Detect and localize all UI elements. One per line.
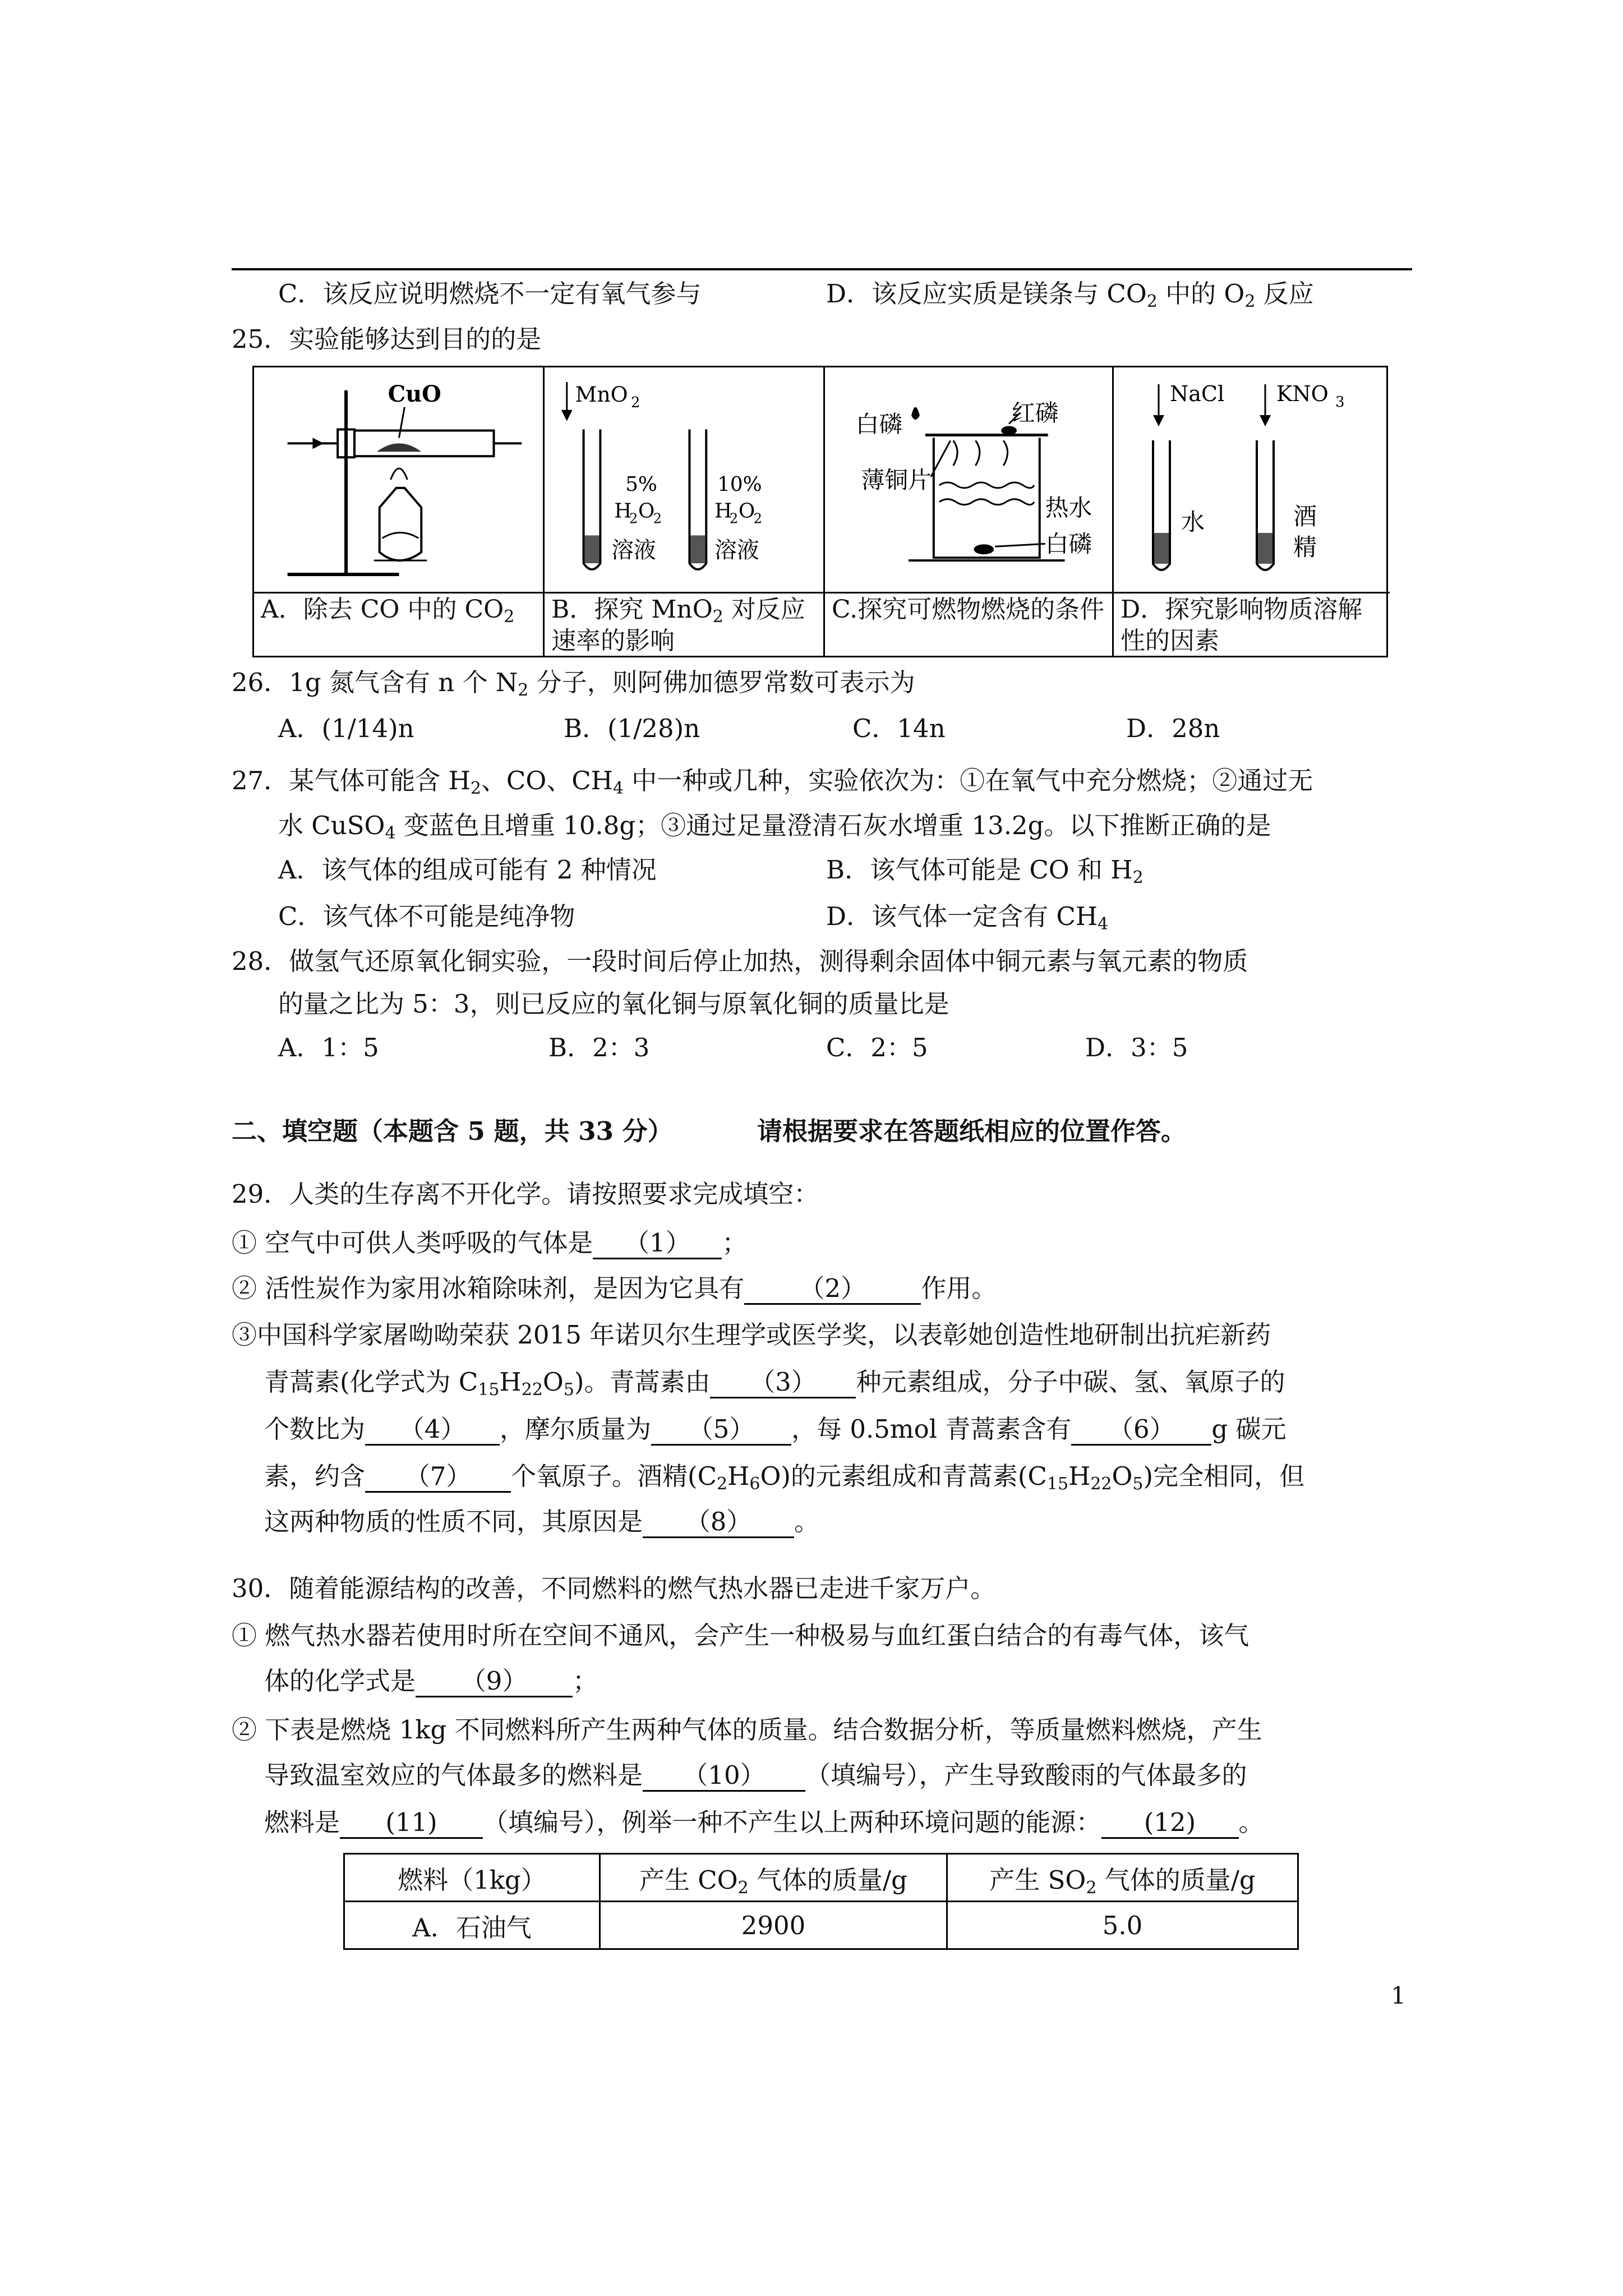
experiment-c-caption: C.探究可燃物燃烧的条件 (832, 595, 1105, 624)
svg-text:H: H (614, 499, 632, 523)
q27-stem-line2: 水 CuSO$_4$ 变蓝色且增重 10.8g；③通过足量澄清石灰水增重 13.2g。以下推断正确的是 (278, 811, 1271, 843)
q30-item1-line1: ① 燃气热水器若使用时所在空间不通风，会产生一种极易与血红蛋白结合的有毒气体，该气 (232, 1621, 1249, 1650)
svg-text:白磷: 白磷 (855, 410, 903, 438)
svg-text:2: 2 (753, 510, 762, 527)
q29-item3-line5: 这两种物质的性质不同，其原因是 （8） 。 (264, 1505, 819, 1539)
experiment-figure-table (252, 366, 1388, 657)
q28-option-b: B．2：3 (548, 1033, 650, 1062)
table-cell-so2: 5.0 (947, 1902, 1298, 1949)
q26-option-c: C．14n (852, 714, 946, 743)
experiment-a (254, 367, 545, 656)
q28-option-d: D．3：5 (1085, 1033, 1188, 1062)
answer-blank-5[interactable]: （5） (651, 1415, 791, 1446)
svg-text:H: H (714, 499, 732, 523)
svg-text:水: 水 (1181, 508, 1205, 536)
fuel-emission-table (343, 1853, 1299, 1950)
svg-text:白磷: 白磷 (1045, 530, 1092, 558)
svg-text:MnO: MnO (575, 381, 628, 407)
svg-text:精: 精 (1293, 533, 1317, 561)
q29-item2: ② 活性炭作为家用冰箱除味剂，是因为它具有 （2） 作用。 (232, 1272, 997, 1305)
q26-option-d: D．28n (1126, 714, 1220, 743)
answer-blank-3[interactable]: （3） (710, 1368, 856, 1398)
svg-text:CuO: CuO (388, 381, 441, 407)
svg-text:O: O (738, 499, 755, 523)
q26-option-a: A．(1/14)n (278, 714, 414, 743)
q28-option-a: A．1：5 (278, 1033, 379, 1062)
q30-stem: 30．随着能源结构的改善，不同燃料的燃气热水器已走进千家万户。 (232, 1573, 996, 1603)
header-rule (232, 268, 1412, 270)
svg-text:O: O (638, 499, 655, 523)
svg-text:2: 2 (631, 394, 640, 411)
svg-text:溶液: 溶液 (611, 537, 656, 564)
svg-text:NaCl: NaCl (1170, 381, 1225, 406)
section2-title: 二、填空题（本题含 5 题，共 33 分） (232, 1116, 673, 1146)
experiment-d (1114, 367, 1390, 656)
table-cell-fuel: A．石油气 (344, 1902, 600, 1949)
svg-text:3: 3 (1335, 394, 1345, 411)
table-header-so2: 产生 $SO_2$ 气体的质量/g (947, 1854, 1298, 1902)
answer-blank-10[interactable]: （10） (643, 1761, 805, 1792)
q27-option-b: B．该气体可能是 CO 和 $H_2$ (826, 855, 1144, 887)
q24-option-d: D．该反应实质是镁条与 $CO_2$ 中的 $O_2$ 反应 (826, 279, 1314, 311)
answer-blank-2[interactable]: （2） (744, 1274, 921, 1305)
combustion-beaker-icon (825, 367, 1112, 592)
experiment-a-caption: A．除去 CO 中的 $CO_2$ (261, 595, 515, 627)
q27-option-d: D．该气体一定含有 $CH_4$ (826, 901, 1109, 934)
q30-item2-line2: 导致温室效应的气体最多的燃料是 （10） （填编号），产生导致酸雨的气体最多的 (264, 1759, 1247, 1792)
experiment-b-caption: B．探究 MnO$_2$ 对反应速率的影响 (551, 595, 805, 655)
svg-text:2: 2 (629, 510, 638, 527)
table-header-fuel: 燃料（1kg） (344, 1854, 600, 1902)
answer-blank-7[interactable]: （7） (365, 1462, 511, 1493)
q30-item1-line2: 体的化学式是 （9） ； (264, 1664, 598, 1698)
q29-item3-line1: ③中国科学家屠呦呦荣获 2015 年诺贝尔生理学或医学奖，以表彰她创造性地研制出抗疟新药 (232, 1320, 1271, 1350)
q28-stem-line2: 的量之比为 5：3，则已反应的氧化铜与原氧化铜的质量比是 (278, 989, 949, 1019)
q29-item1: ① 空气中可供人类呼吸的气体是 （1） ； (232, 1226, 747, 1260)
q29-item3-line2: 青蒿素(化学式为 $C_{15}H_{22}O_5$)。青蒿素由 （3） 种元素组成，分子中碳、氢、氧原子的 (264, 1367, 1285, 1400)
svg-text:热水: 热水 (1045, 494, 1092, 522)
svg-text:薄铜片: 薄铜片 (861, 466, 932, 494)
svg-text:10%: 10% (717, 472, 762, 496)
q24-option-c: C．该反应说明燃烧不一定有氧气参与 (278, 279, 702, 309)
q28-stem-line1: 28．做氢气还原氧化铜实验，一段时间后停止加热，测得剩余固体中铜元素与氧元素的物质 (232, 946, 1248, 976)
q27-option-c: C．该气体不可能是纯净物 (278, 901, 575, 931)
experiment-c (825, 367, 1114, 656)
co-reduction-apparatus-icon (254, 367, 543, 592)
q26-stem: 26．1g 氮气含有 n 个 $N_2$ 分子，则阿佛加德罗常数可表示为 (232, 668, 915, 700)
svg-text:酒: 酒 (1293, 503, 1317, 530)
answer-blank-6[interactable]: （6） (1071, 1415, 1211, 1446)
q27-option-a: A．该气体的组成可能有 2 种情况 (278, 855, 657, 885)
q25-stem: 25．实验能够达到目的的是 (232, 324, 542, 354)
answer-blank-1[interactable]: （1） (593, 1228, 722, 1259)
table-cell-co2: 2900 (600, 1902, 947, 1949)
q29-stem: 29．人类的生存离不开化学。请按照要求完成填空： (232, 1179, 819, 1209)
svg-text:2: 2 (730, 510, 739, 527)
q28-option-c: C．2：5 (826, 1033, 928, 1062)
experiment-d-caption: D．探究影响物质溶解性的因素 (1121, 595, 1363, 655)
svg-text:2: 2 (653, 510, 662, 527)
answer-blank-11[interactable]: (11) (340, 1808, 483, 1839)
svg-text:KNO: KNO (1276, 381, 1329, 406)
section2-note: 请根据要求在答题纸相应的位置作答。 (757, 1116, 1187, 1146)
answer-blank-4[interactable]: （4） (365, 1415, 500, 1446)
svg-text:红磷: 红磷 (1012, 399, 1059, 427)
answer-blank-12[interactable]: (12) (1101, 1808, 1239, 1839)
table-header-co2: 产生 $CO_2$ 气体的质量/g (600, 1854, 947, 1902)
answer-blank-9[interactable]: （9） (416, 1667, 573, 1697)
solubility-test-tubes-icon (1114, 367, 1390, 592)
q26-option-b: B．(1/28)n (564, 714, 700, 743)
svg-text:溶液: 溶液 (714, 537, 759, 564)
q29-item3-line3: 个数比为 （4） ，摩尔质量为 （5） ，每 0.5mol 青蒿素含有 （6） g 碳元 (264, 1412, 1287, 1446)
q29-item3-line4: 素，约含 （7） 个氧原子。酒精$(C_2H_6O)$的元素组成和青蒿素$(C_{15}H_{22}O_5)$完全相同，但 (264, 1461, 1305, 1494)
q30-item2-line3: 燃料是 (11) （填编号），例举一种不产生以上两种环境问题的能源： (12) 。 (264, 1806, 1264, 1839)
q30-item2-line1: ② 下表是燃烧 1kg 不同燃料所产生两种气体的质量。结合数据分析，等质量燃料燃烧，产生 (232, 1715, 1262, 1745)
experiment-b (545, 367, 825, 656)
table-header-row (344, 1854, 1298, 1902)
table-row (344, 1902, 1298, 1949)
svg-text:5%: 5% (625, 472, 657, 496)
q27-stem-line1: 27．某气体可能含 $H_2$、CO、$CH_4$ 中一种或几种，实验依次为：①在氧气中充分燃烧；②通过无 (232, 766, 1313, 798)
test-tube-mno2-icon (545, 367, 823, 592)
answer-blank-8[interactable]: （8） (643, 1507, 794, 1538)
page-number: 1 (1391, 1982, 1406, 2009)
